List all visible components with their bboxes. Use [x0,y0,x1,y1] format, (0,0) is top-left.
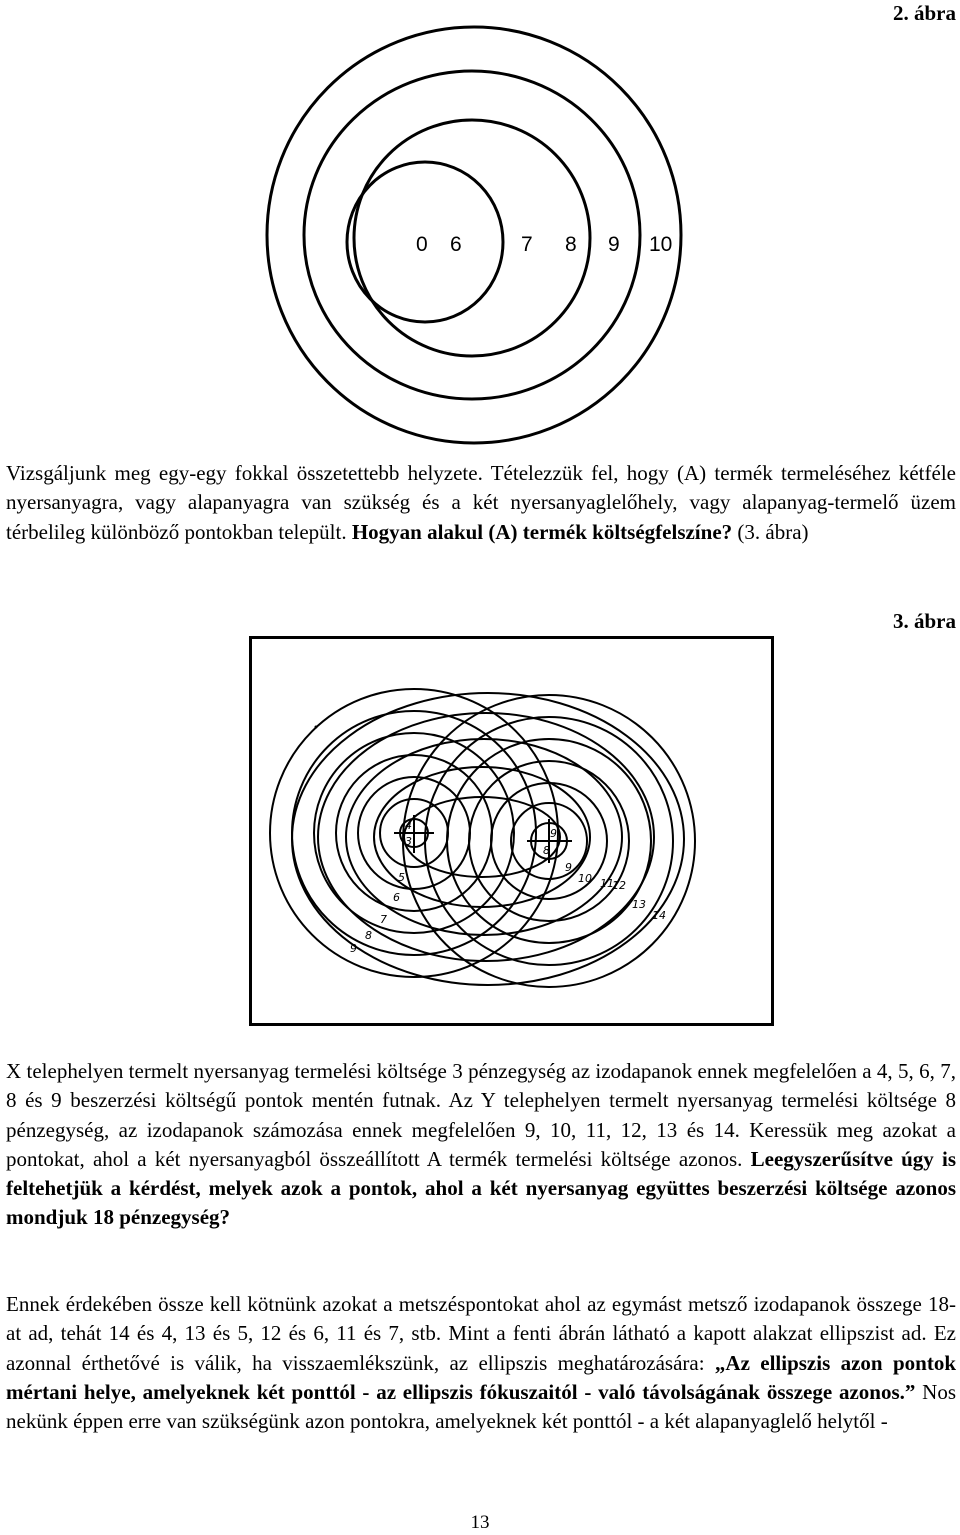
isocost-label: 11 [600,877,614,890]
paragraph-3 [6,1290,956,1436]
isocost-label: 6 [393,891,400,904]
ring-number: 8 [565,233,577,256]
isocost-label: 13 [632,898,646,911]
figure-2-concentric-circles [0,0,960,450]
focus-label: 9 [550,827,557,840]
figure-3-label: 3. ábra [893,609,956,633]
paragraph-2-text: X telephelyen termelt nyersanyag termelési költsége 3 pénzegység az izodapanok ennek megfelelően a 4, 5, 6, 7, 8 és 9 beszerzési költségű pontok mentén futnak. Az Y telephelyen termelt nyersanyag termelési költsége 8 pénzegység, az izodapanok számozása ennek megfelelően 9, 10, 11, 12, 13 és 14. Keressük meg azokat a pontokat, ahol a két nyersanyagból összeállított A termék termelési költsége azonos. [6,1059,956,1171]
ring-number: 10 [649,233,673,256]
focus-label: 8 [543,844,550,857]
ring-number: 0 [416,233,428,256]
ellipsis-definition: „Az ellipszis azon pontok mértani helye, amelyeknek két ponttól - az ellipszis fókuszaitól - való távolságának összege azonos.” [6,1350,956,1404]
paragraph-2-question: Leegyszerűsítve úgy is feltehetjük a kérdést, melyek azok a pontok, ahol a két nyersanyag együttes beszerzési költsége azonos mondjuk 18 pénzegység? [6,1146,957,1230]
equal-cost-ellipse [318,713,654,961]
isocost-label: 9 [350,942,357,955]
paragraph-3-text: Ennek érdekében össze kell kötnünk azokat a metszéspontokat ahol az egymást metsző izodapanok összege 18-at ad, tehát 14 és 4, 13 és 5, 12 és 6, 11 és 7, stb. Mint a fenti ábrán látható a kapott alakzat ellipszist ad. Ez azonnal érthetővé is válik, ha visszaemlékszünk, az ellipszis meghatározására: [6,1292,956,1375]
figure-3-frame [249,636,774,1026]
isocost-label: 14 [652,909,666,922]
paragraph-1 [6,459,956,547]
ring-number: 7 [521,233,533,256]
focus-label: 4 [405,819,412,832]
isocost-label: 5 [398,871,405,884]
figure-2-label: 2. ábra [893,1,956,25]
paragraph-3-continuation: Nos nekünk éppen erre van szükségünk azon pontokra, amelyeknek két ponttól - a két alapanyaglelő helytől - [6,1379,956,1434]
isocost-label: 7 [380,913,387,926]
figure-3-isodapanes [252,639,771,1023]
isocost-label: 9 [565,861,572,874]
isocost-label: 10 [578,872,592,885]
paragraph-1-figure-ref: (3. ábra) [737,519,809,544]
paragraph-1-question: Hogyan alakul (A) termék költségfelszíne? [351,519,733,544]
paragraph-2 [6,1057,956,1233]
isocost-label: 12 [612,879,626,892]
page-number: 13 [470,1512,490,1533]
stray-dot [315,726,318,729]
ring-number: 6 [450,233,462,256]
isocost-label: 8 [365,929,372,942]
ring-number: 9 [608,233,620,256]
focus-label: 3 [405,835,412,848]
paragraph-1-text: Vizsgáljunk meg egy-egy fokkal összetettebb helyzete. Tételezzük fel, hogy (A) termék termeléséhez kétféle nyersanyagra, vagy alapanyagra van szükség és a két nyersanyaglelőhely, vagy alapanyag-termelő üzem térbelileg különböző pontokban települt. [6,461,956,544]
ring-2 [354,120,590,356]
